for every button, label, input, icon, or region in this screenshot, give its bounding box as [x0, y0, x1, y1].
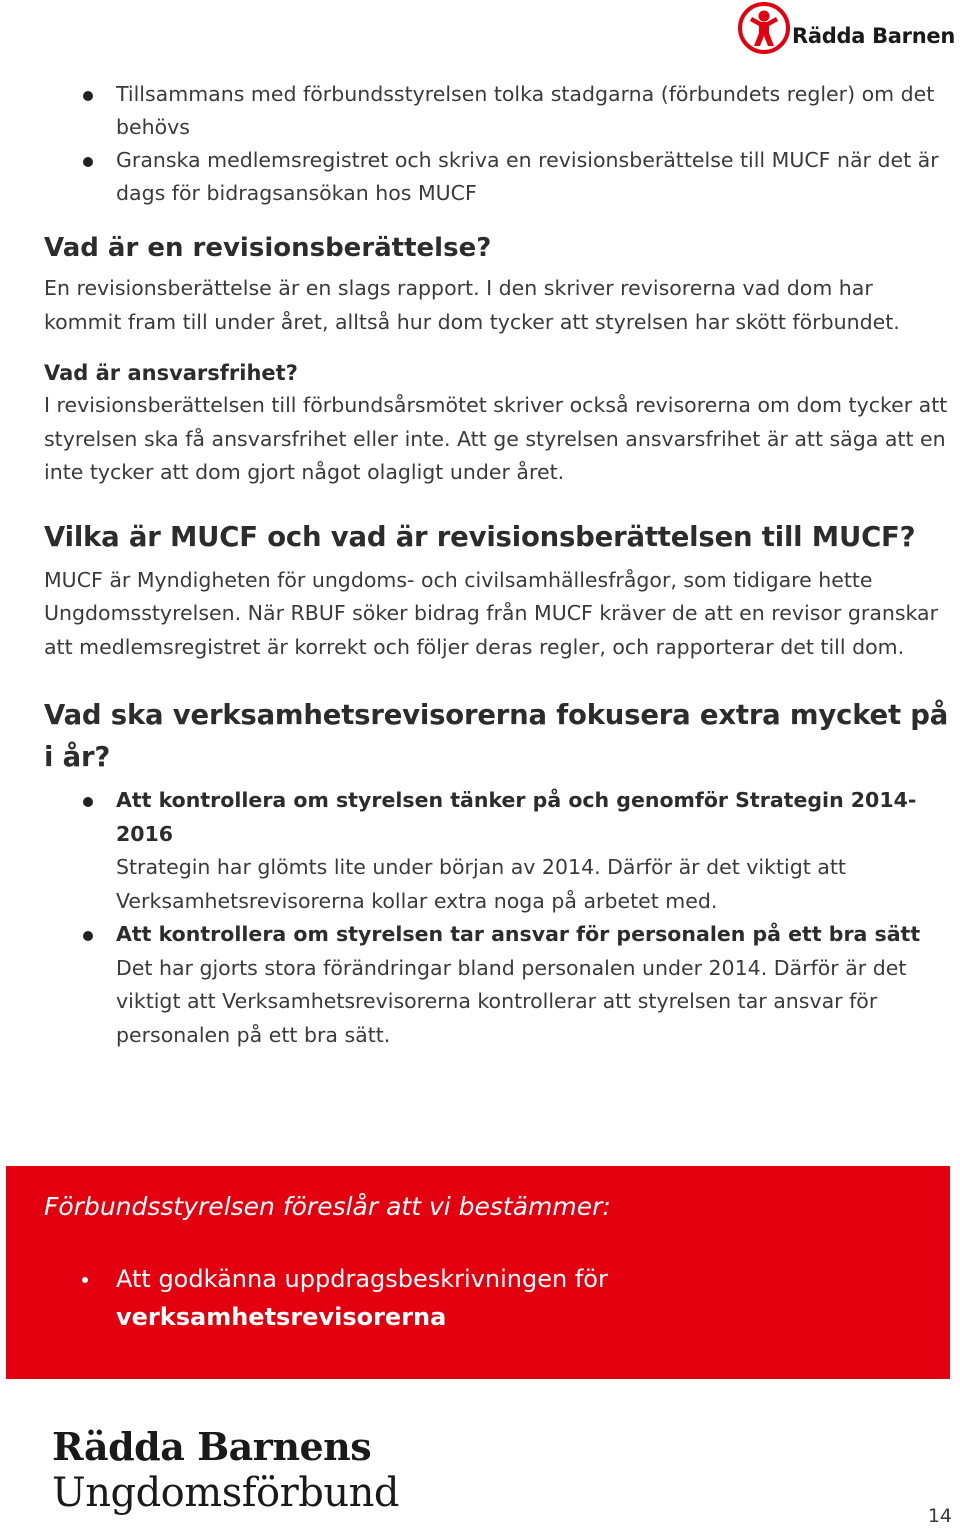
brand-name: Rädda Barnen [792, 24, 955, 48]
bullet-icon [82, 1277, 88, 1283]
proposal-item [116, 1260, 876, 1336]
bullet-icon [83, 91, 93, 101]
section-heading: Vilka är MUCF och vad är revisionsberättelsen till MUCF? [44, 520, 916, 553]
proposal-item-bold: verksamhetsrevisorerna [116, 1303, 447, 1331]
section-heading: Vad är en revisionsberättelse? [44, 233, 492, 263]
bullet-icon [83, 931, 93, 941]
list-item: Tillsammans med förbundsstyrelsen tolka stadgarna (förbundets regler) om det behövs [44, 78, 950, 144]
section-heading: Vad är ansvarsfrihet? [44, 361, 298, 385]
section-heading: Vad ska verksamhetsrevisorerna fokusera extra mycket på i år? [44, 699, 949, 773]
section-ansvarsfrihet [44, 357, 950, 490]
focus-item-body: Strategin har glömts lite under början av 2014. Därför är det viktigt att Verksamhetsrevisorerna kollar extra noga på arbetet med. [116, 855, 846, 913]
proposal-item-text: Att godkänna uppdragsbeskrivningen för [116, 1265, 608, 1293]
section-paragraph: MUCF är Myndigheten för ungdoms- och civilsamhällesfrågor, som tidigare hette Ungdomsstyrelsen. När RBUF söker bidrag från MUCF kräver de att en revisor granskar att medlemsregistret är korrekt och följer deras regler, och rapporterar det till dom. [44, 567, 939, 659]
footer-logo-line1: Rädda Barnens [52, 1424, 372, 1469]
footer-logo-line2: Ungdomsförbund [52, 1470, 399, 1516]
rb-figure-icon [738, 2, 790, 54]
section-revisionsberattelse [44, 230, 950, 339]
focus-list [44, 784, 950, 1052]
section-paragraph: I revisionsberättelsen till förbundsårsmötet skriver också revisorerna om dom tycker att styrelsen ska få ansvarsfrihet eller inte. Att ge styrelsen ansvarsfrihet är att säga att en inte tycker att dom gjort något olagligt under året. [44, 393, 948, 484]
intro-bullet-list [44, 78, 950, 210]
list-item: Granska medlemsregistret och skriva en revisionsberättelse till MUCF när det är dags för bidragsansökan hos MUCF [44, 144, 950, 210]
focus-item-title: Att kontrollera om styrelsen tar ansvar för personalen på ett bra sätt [116, 922, 921, 946]
section-mucf [44, 516, 950, 665]
section-focus [44, 694, 950, 1052]
footer-logo [52, 1425, 399, 1517]
list-item [44, 918, 950, 1052]
proposal-box [6, 1166, 950, 1379]
proposal-lead: Förbundsstyrelsen föreslår att vi bestämmer: [44, 1192, 611, 1221]
focus-item-title: Att kontrollera om styrelsen tänker på och genomför Strategin 2014-2016 [116, 788, 917, 846]
page-number: 14 [927, 1505, 952, 1527]
document-body [44, 78, 950, 1052]
list-item [44, 784, 950, 918]
bullet-icon [83, 797, 93, 807]
section-paragraph: En revisionsberättelse är en slags rapport. I den skriver revisorerna vad dom har kommit fram till under året, alltså hur dom tycker att styrelsen har skött förbundet. [44, 276, 900, 334]
bullet-icon [83, 157, 93, 167]
focus-item-body: Det har gjorts stora förändringar bland personalen under 2014. Därför är det viktigt att Verksamhetsrevisorerna kontrollerar att styrelsen tar ansvar för personalen på ett bra sätt. [116, 955, 907, 1047]
header-logo [738, 2, 956, 58]
